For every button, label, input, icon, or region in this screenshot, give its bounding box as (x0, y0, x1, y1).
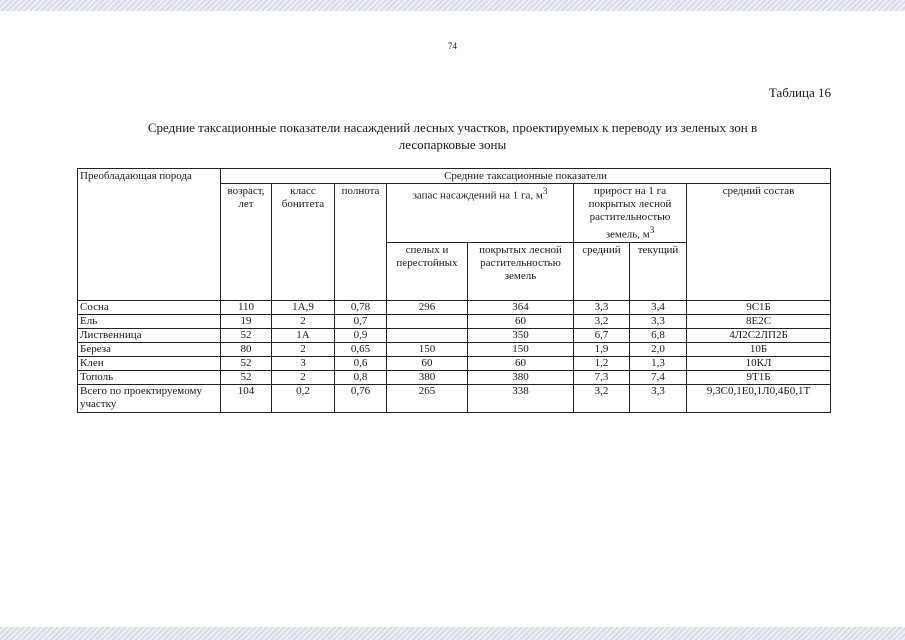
cell-bonitet: 0,2 (272, 384, 335, 412)
forest-inventory-table (77, 168, 831, 413)
header-density: полнота (335, 184, 387, 301)
cell-bonitet: 2 (272, 370, 335, 384)
page-number: 74 (448, 41, 457, 51)
cell-age: 110 (221, 300, 272, 314)
cell-species: Ель (78, 314, 221, 328)
cell-stock-covered: 60 (468, 314, 574, 328)
header-stock-covered: покрытых лесной растительностью земель (468, 242, 574, 300)
cell-composition: 9С1Б (687, 300, 831, 314)
header-age: возраст, лет (221, 184, 272, 301)
cell-density: 0,65 (335, 342, 387, 356)
document-title (90, 119, 815, 153)
cell-age: 52 (221, 356, 272, 370)
header-stock-mature: спелых и перестойных (387, 242, 468, 300)
cell-stock-mature (387, 328, 468, 342)
cell-stock-mature (387, 314, 468, 328)
cell-growth-average: 6,7 (574, 328, 630, 342)
cell-density: 0,8 (335, 370, 387, 384)
cell-stock-covered: 60 (468, 356, 574, 370)
cell-growth-current: 3,4 (630, 300, 687, 314)
cell-composition: 9,3С0,1Е0,1Л0,4Б0,1Т (687, 384, 831, 412)
cell-stock-covered: 380 (468, 370, 574, 384)
cell-density: 0,9 (335, 328, 387, 342)
cell-species: Сосна (78, 300, 221, 314)
header-species: Преобладающая порода (78, 169, 221, 301)
cell-growth-current: 3,3 (630, 384, 687, 412)
cell-species: Береза (78, 342, 221, 356)
cell-density: 0,7 (335, 314, 387, 328)
cell-composition: 10КЛ (687, 356, 831, 370)
cell-age: 104 (221, 384, 272, 412)
cell-age: 80 (221, 342, 272, 356)
header-growth-current: текущий (630, 242, 687, 300)
header-growth: прирост на 1 га покрытых лесной растительностью земель, $м^3$ (574, 184, 687, 243)
cell-age: 19 (221, 314, 272, 328)
cell-growth-average: 1,2 (574, 356, 630, 370)
cell-stock-mature: 380 (387, 370, 468, 384)
cell-growth-current: 2,0 (630, 342, 687, 356)
cell-growth-current: 7,4 (630, 370, 687, 384)
cell-species: Клен (78, 356, 221, 370)
table-row (78, 314, 831, 328)
table-row (78, 370, 831, 384)
cell-stock-mature: 265 (387, 384, 468, 412)
cell-stock-covered: 150 (468, 342, 574, 356)
cell-density: 0,76 (335, 384, 387, 412)
header-group: Средние таксационные показатели (221, 169, 831, 184)
cell-bonitet: 3 (272, 356, 335, 370)
cell-stock-covered: 338 (468, 384, 574, 412)
table-row (78, 342, 831, 356)
cell-stock-mature: 150 (387, 342, 468, 356)
cell-growth-current: 3,3 (630, 314, 687, 328)
table-row (78, 300, 831, 314)
document-title-line-2: лесопарковые зоны (398, 137, 507, 152)
cell-composition: 8Е2С (687, 314, 831, 328)
header-stock: запас насаждений на 1 га, $м^3$ (387, 184, 574, 243)
cell-growth-average: 1,9 (574, 342, 630, 356)
scan-edge-bottom (0, 627, 905, 640)
cell-composition: 9Т1Б (687, 370, 831, 384)
scan-edge-top (0, 0, 905, 11)
table-row (78, 328, 831, 342)
table-label: Таблица 16 (768, 85, 831, 100)
cell-bonitet: 2 (272, 314, 335, 328)
header-composition: средний состав (687, 184, 831, 301)
cell-species: Лиственница (78, 328, 221, 342)
cell-stock-covered: 350 (468, 328, 574, 342)
cell-bonitet: 1А (272, 328, 335, 342)
cell-stock-covered: 364 (468, 300, 574, 314)
cell-growth-current: 6,8 (630, 328, 687, 342)
table-row-total (78, 384, 831, 412)
cell-composition: 4Л2С2ЛП2Б (687, 328, 831, 342)
cell-stock-mature: 60 (387, 356, 468, 370)
cell-density: 0,78 (335, 300, 387, 314)
cell-growth-average: 3,3 (574, 300, 630, 314)
cell-bonitet: 1А,9 (272, 300, 335, 314)
cell-species: Тополь (78, 370, 221, 384)
cell-composition: 10Б (687, 342, 831, 356)
cell-stock-mature: 296 (387, 300, 468, 314)
cell-growth-average: 7,3 (574, 370, 630, 384)
header-growth-average: средний (574, 242, 630, 300)
cell-age: 52 (221, 328, 272, 342)
cell-age: 52 (221, 370, 272, 384)
cell-growth-current: 1,3 (630, 356, 687, 370)
cell-species: Всего по проектируемому участку (78, 384, 221, 412)
cell-bonitet: 2 (272, 342, 335, 356)
header-bonitet: класс бонитета (272, 184, 335, 301)
table-row (78, 356, 831, 370)
cell-growth-average: 3,2 (574, 384, 630, 412)
cell-density: 0,6 (335, 356, 387, 370)
document-title-line-1: Средние таксационные показатели насаждений лесных участков, проектируемых к переводу из зеленых зон в (147, 120, 758, 135)
cell-growth-average: 3,2 (574, 314, 630, 328)
